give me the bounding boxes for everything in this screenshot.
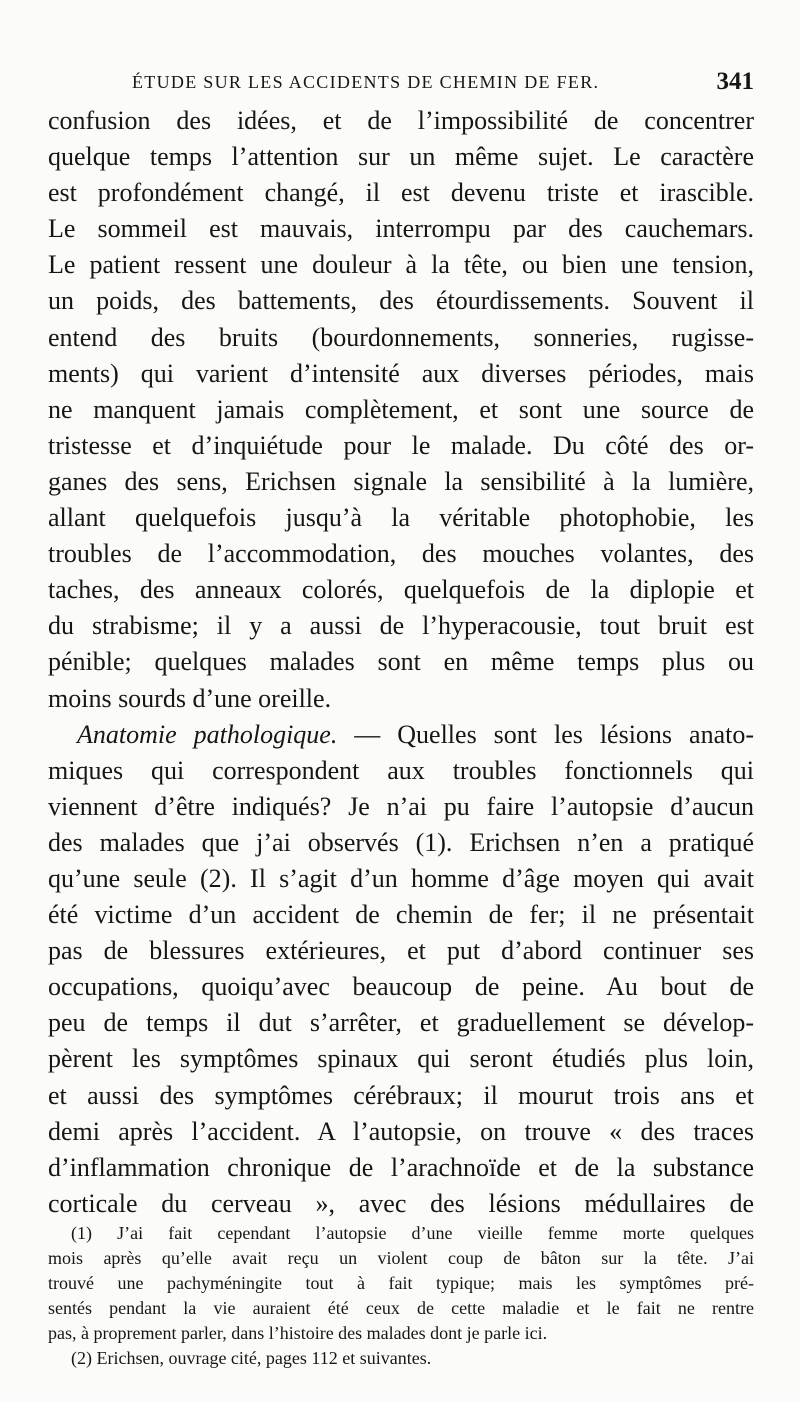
page-number: 341: [716, 68, 754, 95]
body-line: pas de blessures extérieures, et put d’abord continuer ses: [48, 936, 754, 966]
body-line: moins sourds d’une oreille.: [48, 683, 332, 713]
body-text: [48, 103, 754, 1222]
footnote-line: pas, à proprement parler, dans l’histoire des malades dont je parle ici.: [48, 1323, 548, 1343]
body-line: des malades que j’ai observés (1). Erichsen n’en a pratiqué: [48, 827, 754, 857]
section-first-line-text: — Quelles sont les lésions anato-: [337, 719, 754, 749]
body-line: corticale du cerveau », avec des lésions médullaires de: [48, 1188, 754, 1218]
body-line: ganes des sens, Erichsen signale la sensibilité à la lumière,: [48, 466, 754, 496]
footnote-line: mois après qu’elle avait reçu un violent coup de bâton sur la tête. J’ai: [48, 1248, 754, 1268]
body-line: du strabisme; il y a aussi de l’hyperacousie, tout bruit est: [48, 611, 754, 641]
body-line: demi après l’accident. A l’autopsie, on trouve « des traces: [48, 1116, 754, 1146]
body-line: miques qui correspondent aux troubles fonctionnels qui: [48, 755, 754, 785]
body-line: confusion des idées, et de l’impossibilité de concentrer: [48, 106, 754, 135]
body-line: occupations, quoiqu’avec beaucoup de peine. Au bout de: [48, 972, 754, 1002]
footnote-line: trouvé une pachyméningite tout à fait typique; mais les symptômes pré-: [48, 1273, 754, 1293]
body-line: pèrent les symptômes spinaux qui seront étudiés plus loin,: [48, 1044, 754, 1074]
body-line: quelque temps l’attention sur un même sujet. Le caractère: [48, 142, 754, 172]
body-line: pénible; quelques malades sont en même temps plus ou: [48, 647, 754, 677]
body-line: viennent d’être indiqués? Je n’ai pu faire l’autopsie d’aucun: [48, 791, 754, 821]
body-line: ments) qui varient d’intensité aux diverses périodes, mais: [48, 358, 754, 388]
body-line: Le sommeil est mauvais, interrompu par des cauchemars.: [48, 214, 754, 244]
section-heading: Anatomie pathologique.: [77, 719, 338, 749]
footnote-line: sentés pendant la vie auraient été ceux de cette maladie et le fait ne rentre: [48, 1298, 754, 1318]
body-line: taches, des anneaux colorés, quelquefois de la diplopie et: [48, 575, 754, 605]
body-line: troubles de l’accommodation, des mouches volantes, des: [48, 539, 754, 569]
body-line: entend des bruits (bourdonnements, sonneries, rugisse-: [48, 322, 754, 352]
body-line: qu’une seule (2). Il s’agit d’un homme d’âge moyen qui avait: [48, 863, 754, 893]
footnote-line: (2) Erichsen, ouvrage cité, pages 112 et suivantes.: [71, 1348, 432, 1368]
footnote-line: (1) J’ai fait cependant l’autopsie d’une vieille femme morte quelques: [71, 1223, 754, 1243]
body-line: Le patient ressent une douleur à la tête, ou bien une tension,: [48, 250, 754, 280]
body-line: été victime d’un accident de chemin de fer; il ne présentait: [48, 900, 754, 930]
running-head: ÉTUDE SUR LES ACCIDENTS DE CHEMIN DE FER.: [132, 72, 600, 92]
section-first-line: [48, 717, 754, 753]
body-line: d’inflammation chronique de l’arachnoïde et de la substance: [48, 1152, 754, 1182]
page-header: [48, 70, 754, 100]
footnotes: [48, 1221, 754, 1371]
body-line: un poids, des battements, des étourdissements. Souvent il: [48, 286, 754, 316]
body-line: et aussi des symptômes cérébraux; il mourut trois ans et: [48, 1080, 754, 1110]
body-line: allant quelquefois jusqu’à la véritable photophobie, les: [48, 503, 754, 533]
body-line: tristesse et d’inquiétude pour le malade. Du côté des or-: [48, 430, 754, 460]
body-line: peu de temps il dut s’arrêter, et graduellement se dévelop-: [48, 1008, 754, 1038]
body-line: est profondément changé, il est devenu triste et irascible.: [48, 178, 754, 208]
body-line: ne manquent jamais complètement, et sont une source de: [48, 394, 754, 424]
